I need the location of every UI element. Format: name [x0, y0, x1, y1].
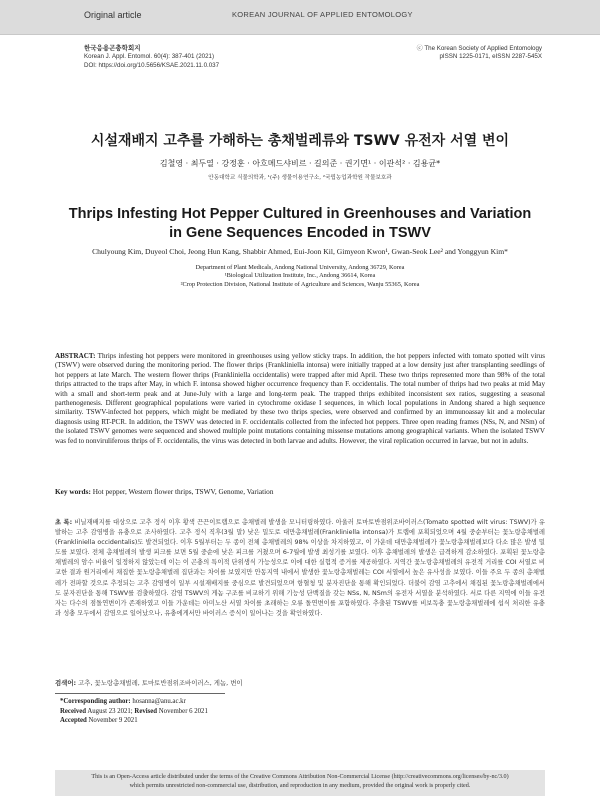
license-line2: which permits unrestricted non-commercial use, distribution, and reproduction in any medium, provided the original work is properly cited. [129, 782, 471, 789]
korean-keywords [55, 678, 545, 687]
english-keywords [55, 487, 545, 496]
english-title-line2: in Gene Sequences Encoded in TSWV [169, 225, 431, 241]
issn: pISSN 1225-0171, eISSN 2287-545X [439, 53, 542, 61]
korean-authors: 김철영 · 최두열 · 강정훈 · 아흐메드샤비르 · 길의준 · 권기면¹ · 이관석² · 김용균* [159, 159, 441, 168]
korean-journal-name: 한국응용곤충학회지 [84, 45, 141, 52]
korean-affiliations: 안동대학교 식물의학과, ¹(주) 생물이용연구소, ²국립농업과학원 작물보호과 [208, 175, 392, 181]
header-bar [0, 0, 600, 35]
doi-link[interactable]: DOI: https://doi.org/10.5656/KSAE.2021.11.0.037 [84, 61, 220, 69]
journal-name: KOREAN JOURNAL OF APPLIED ENTOMOLOGY [232, 10, 413, 19]
license-line1: This is an Open-Access article distributed under the terms of the Creative Commons Attribution Non-Commercial License (http://creativecommons.org/licenses/by-nc/3.0) [91, 774, 509, 780]
keywords-text: Hot pepper, Western flower thrips, TSWV, Genome, Variation [92, 487, 274, 496]
corresponding-label: *Corresponding author: [60, 698, 131, 705]
citation: Korean J. Appl. Entomol. 60(4): 387-401 (2021) [84, 53, 215, 61]
license-box [55, 770, 545, 796]
affiliation-2: ¹Biological Utilization Institute, Inc., Andong 36614, Korea [224, 272, 376, 280]
corresponding-email[interactable]: hosanna@anu.ac.kr [132, 698, 186, 705]
copyright: ⓒ The Korean Society of Applied Entomology [416, 45, 542, 52]
received-label: Received [60, 707, 87, 715]
korean-abstract-label: 초 록: [55, 519, 73, 526]
copyright-block [417, 45, 542, 62]
footnote-divider [55, 693, 225, 694]
keywords-label: Key words: [55, 487, 91, 496]
received-date: August 23 2021; [87, 707, 133, 715]
korean-title: 시설재배지 고추를 가해하는 총채벌레류와 TSWV 유전자 서열 변이 [90, 133, 510, 149]
accepted-date: November 9 2021 [88, 717, 138, 725]
abstract-text: Thrips infesting hot peppers were monitored in greenhouses using yellow sticky traps. In addition, the hot peppers infected with tomato spotted wilt virus (TSWV) were observed during the monitoring period. The flower thrips (Frankliniella intonsa) were initially trapped at a low density just after transplanting seedlings of hot peppers at late March. The western flower thrips (Frankliniella occidentalis) were trapped after mid April. These two thrips represented more than 98% of the total thrips attracted to the traps after May, in which F. intonsa showed higher occurrence frequency than F. occidentalis. The total number of thrips had two peaks at mid May with a small and short-term peak and at June-July with a large and long-term peak. The trapped thrips exhibited inconsistent sex ratios, suggesting a seasonal parthenogenesis. Different geographical populations were varied in cytochrome oxidase I sequences, in which local populations in Andong shared a high sequence similarity. TSWV-infected hot peppers, which might be mediated by these two thrips species, were observed and confirmed by an immunoassay kit and a molecular diagnosis using RT-PCR. In addition, the TSWV was detected in F. occidentalis collected from the infected hot peppers. Three open reading frames (NSs, N, and NSm) of the isolated TSWV genomes were sequenced and showed multiple point mutations containing missense mutations among geographical variants. When the isolated TSWV was fed to nonviruliferous thrips of F. occidentalis, the virus was detected in both larvae and adults. However, the viral replication occurred in larvae, but not in adults. [55, 352, 545, 445]
korean-keywords-text: 고추, 꽃노랑총채벌레, 토마토반점위조바이러스, 게놈, 변이 [78, 679, 243, 687]
korean-keywords-label: 검색어: [55, 679, 77, 687]
english-affiliations [60, 264, 540, 289]
revised-label: Revised [134, 707, 158, 715]
korean-abstract-text: 비닐재배지를 대상으로 고추 정식 이후 황색 끈끈이트랩으로 총채벌레 발생을 모니터링하였다. 아울러 토마토반점위조바이러스(Tomato spotted wilt virus: TSWV)가 유발하는 고추 감염병을 유충으로 조사하였다. 고추 정식 직후(3월 말) 낮은 밀도로 대만총채벌레(Frankliniella intonsa)가 트랩에 포획되었으며 4월 중순부터는 꽃노랑총채벌레(Frankliniella occidentalis)도 발견되었다. 이후 5월부터는 두 종이 전체 총채벌레의 98% 이상을 차지하였고, 이 가운데 대만총채벌레가 꽃노랑총채벌레보다 다소 많은 발생 밀도를 보였다. 전체 총채벌레의 발생 피크를 보면 5월 중순에 낮은 피크를 거쳤으며 6-7월에 발생 최성기를 보였다. 이후 총채벌레의 발생은 급격하게 감소하였다. 포획된 꽃노랑총채벌레의 암수 비율이 일정하지 않았는데 이는 이 곤충의 특이적 단위생식 가능성으로 이에 대한 실험적 증거를 제공하였다. 지역간 꽃노랑총채벌레의 유전적 거리를 COI 서열로 비교한 결과 원거리에서 채집한 꽃노랑총채벌레 집단과는 차이를 보였지만 안동지역 내에서 발생한 꽃노랑총채벌레는 COI 서열에서 높은 유사성을 보였다. 이들 주요 두 종의 총채벌레가 전파할 것으로 추정되는 고추 감염병이 일부 시설재배지를 중심으로 발견되었으며 항혈청 및 분자진단을 통해 확인되었다. 더불어 감염 고추에서 채집된 꽃노랑총채벌레에서도 분자진단을 통해 TSWV를 검출하였다. 감염 TSWV의 게놈 구조를 비교하기 위해 기능성 단백질을 갖는 NSs, N, NSm의 유전자 서열을 분석하였다. 서로 다른 지역에 이들 유전자는 다수의 점돌연변이가 존재하였고 이들 가운데는 아미노산 서열 차이를 초래하는 오류 돌연변이를 포함하였다. 추출된 TSWV를 비보독충 꽃노랑총채벌레에 섭식 처리한 유충과 성충 모두에서 감염으로 일어났으나, 유충에게서만 바이러스 증식이 일어나는 것을 확인하였다. [55, 519, 545, 617]
korean-abstract [55, 518, 545, 619]
accepted-label: Accepted [60, 717, 87, 725]
affiliation-1: Department of Plant Medicals, Andong National University, Andong 36729, Korea [195, 264, 405, 271]
english-authors: Chulyoung Kim, Duyeol Choi, Jeong Hun Kang, Shabbir Ahmed, Eui-Joon Kil, Gimyeon Kwon¹, Gwan-Seok Lee² and Yonggyun Kim* [92, 247, 508, 256]
article-type: Original article [84, 10, 142, 20]
english-title [60, 205, 540, 243]
english-abstract [55, 352, 545, 446]
correspondence-block [60, 697, 208, 726]
affiliation-3: ²Crop Protection Division, National Institute of Agriculture and Sciences, Wanju 55365, Korea [180, 280, 420, 288]
revised-date: November 6 2021 [158, 707, 208, 715]
abstract-label: ABSTRACT: [55, 352, 96, 360]
citation-block [84, 45, 219, 70]
english-title-line1: Thrips Infesting Hot Pepper Cultured in Greenhouses and Variation [68, 206, 532, 222]
